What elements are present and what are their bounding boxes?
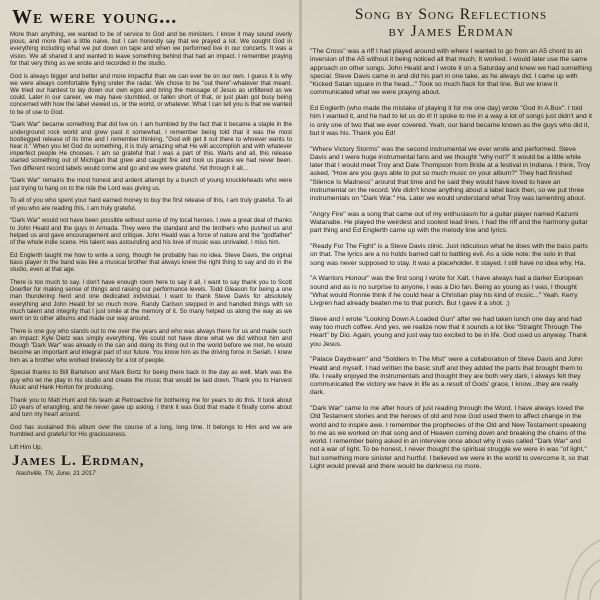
reflection-paragraph: "A Warriors Honour" was the first song I wrote for Xalt. I have always had a darker European sound and as is no surprise to anyone, I was a Dio fan. Being as young as I was, I thought "What would Ronnie think if he could hear a Christian play his kind of music..." Yeah. Kerry Livgren had already beaten me to that punch. But I gave it a shot. ;) bbox=[310, 275, 583, 307]
left-paragraph: Thank you to Matt Hunt and his team at Retroactive for bothering me for years to do this. It took about 10 years of wrangling, and he never gave up asking. I think it was God that made it finally come about and turn my heart around. bbox=[10, 396, 292, 419]
left-paragraph: More than anything, we wanted to be of service to God and be ministers. I know it may sound overly pious, and more than a little naive, but I can honestly say that we prayed a lot. We sought God in everything including what we put down on tape and when we performed live in our concerts. It was a vision. We all shared it and wanted to leave something behind that had an impact. I remember praying for that very thing as we wrote and recorded in the studio. bbox=[10, 31, 292, 67]
page-fold-divider bbox=[299, 0, 302, 600]
corner-flourish-icon bbox=[530, 530, 600, 600]
left-title: We were young... bbox=[12, 6, 178, 28]
right-title-line2: by James Erdman bbox=[388, 23, 514, 40]
left-paragraph: Ed Englerth taught me how to write a song, though he probably has no idea. Steve Davis, the original bass player in the band was like a musical brother that always knew the right thing to say and do in the studio, even at that age. bbox=[10, 251, 292, 274]
left-column bbox=[10, 4, 292, 596]
left-paragraph: "Dark War" remains the most honest and ardent attempt by a bunch of young knuckleheads who were just trying to hang on to the ride the Lord was giving us. bbox=[10, 177, 292, 192]
signature-place-date: Nashville, TN, June, 21 2017 bbox=[16, 469, 96, 477]
left-body bbox=[10, 31, 292, 438]
right-column bbox=[310, 4, 592, 596]
right-title-line1: Song by Song Reflections bbox=[354, 6, 548, 23]
reflection-paragraph: "The Cross" was a riff I had played around with where I wanted to go from an A5 chord to an inversion of the A5 without it being noticed all that much. It worked. I would later use the same approach on other songs. John Heald and I wrote it on a Saturday and knew we had something special. Steve Davis came in and did his part in one take, as he always did. I came up with "Kicked Satan square in the head..." Took so much flack for that line. But we knew it communicated what we were praying about. bbox=[310, 48, 592, 97]
left-paragraph: "Dark War" became something that did live on. I am humbled by the fact that it became a staple in the underground rock world and grew past it somewhat. I remember being told that it was the most bootlegged release of its time and I remember thinking, "God will get it out there to whoever wants to hear it." When you let God do something, it is truly amazing what He will accomplish and with whatever imperfect people He chooses. I am so grateful that I was a part of this. Warts and all, this release started something out of Michigan that grew and caught fire and took us places we had never been. Two different record labels would come and go and we were grateful. Yet through it all... bbox=[10, 121, 292, 172]
signoff: Lift Him Up, bbox=[10, 443, 43, 451]
reflection-paragraph: "Where Victory Storms" was the second instrumental we ever wrote and performed. Steve Davis and I were huge instrumental fans and we thought "why not?" It would be a little while later that I would meet Troy and Dale Thompson from Bride at a festival in Indiana. I think, Troy asked, "How are you guys able to put so much music on your album?" They had finished "Silence Is Madness" around that time and he said they would have loved to have an instrumental on the record. We didn't know anything about a label back then, so we put three instrumentals on "Dark War." Ha. Later we would understand what Troy was lamenting about. bbox=[310, 145, 591, 202]
signature: James L. Erdman, bbox=[12, 452, 145, 469]
right-body bbox=[310, 48, 592, 471]
reflection-paragraph: "Ready For The Fight" is a Steve Davis clinic. Just ridiculous what he does with the bass parts on that. The lyrics are a no holds barred call to battling evil. As a side note: the solo in that song was never supposed to stay. It was a placeholder. It stayed. I still have no idea why. Ha. bbox=[310, 243, 588, 267]
left-paragraph: To all of you who spent your hard earned money to buy the first release of this, I am truly grateful. To all of you who are reading this, I am truly grateful. bbox=[10, 197, 292, 212]
reflection-paragraph: "Dark War" came to me after hours of just reading through the Word. I have always loved the Old Testament stories and the heroes of old and how God used them to affect change in the world and to inspire awe. I remember the prophecies of the Old and New Testament speaking to me as we worked on that song and of Heaven coming down and breaking the chains of the world. I remember being asked in an interview once about why it was called "Dark War" and not a war of light. To be honest, I never thought the spiritual struggle we were in was "of light," but something more sinister and hurtful. I believed we were in the world to overcome it, so that Light would prevail and there would be darkness no more. bbox=[310, 405, 589, 470]
right-title bbox=[310, 6, 592, 40]
left-paragraph: God is always bigger and better and more impactful than we can ever be on our own. I guess it is why we were always comfortable flying under the radar. We chose to be "out there"-whatever that meant. We tried our hardest to lay down our own egos and bring the message of Jesus as unfiltered as we could. Later in our career, we may have stumbled, or fallen short of that, or just plain got busy being concerned with how the label viewed us, or the world, or whatever. What I can tell you is that we wanted to be of use to God. bbox=[10, 72, 292, 116]
reflection-paragraph: Steve and I wrote "Looking Down A Loaded Gun" after we had taken lunch one day and had way too much coffee. And yes, we realize now that it sounds a lot like "Straight Through The Heart" by Dio. Again, young and just way too excited to be in life. God used us anyway. Thank you Jesus. bbox=[310, 315, 588, 348]
left-paragraph: Special thanks to Bill Bartelson and Mark Bortz for being there back in the day as well. Mark was the guy who let me play in his studio and create the music that would be laid down. Thank you to Harvest Music and Hank Horton for producing. bbox=[10, 369, 292, 391]
reflection-paragraph: "Angry Fire" was a song that came out of my enthusiasm for a guitar player named Kazumi Watanabe. He played the weirdest and coolest lead lines. I had the riff and the harmony guitar part thing and Ed Englerth came up with the melody line and lyrics. bbox=[310, 210, 588, 235]
left-paragraph: God has sustained this album over the course of a long, long time. It belongs to Him and we are humbled and grateful for His graciousness. bbox=[10, 423, 292, 439]
left-paragraph: There is one guy who stands out to me over the years and who was always there for us and made such an impact: Kyle Dietz was simply everything. We could not have done what we did without him and though "Dark War" was already in the can and doing its thing out in the world before we met, he would become an important and integral part of our future. You know him as the driving force in Seriah. I knew him as a brother who worked tirelessly for a lot of people. bbox=[10, 327, 292, 364]
reflection-paragraph: Ed Englerth (who made the mistake of playing it for me one day) wrote "God In A Box". I told him I wanted it, and he had to let us do it! It spoke to me in a way a lot of songs just didn't and it is only one of two that we ever covered. Yeah, our band became known as the guys who did it, but it was his. Thank you Ed! bbox=[310, 105, 592, 137]
reflection-paragraph: "Palace Daydream" and "Soldiers In The Mist" were a collaboration of Steve Davis and John Heald and myself. I had written the basic stuff and they added the parts that brought them to life. I really enjoyed the instrumentals and thought they are both very dark, I always felt they communicated the victory we have in life as a result of Gods' grace, I know...they are really dark. bbox=[310, 356, 583, 397]
left-paragraph: There is too much to say. I don't have enough room here to say it all. I want to say thank you to Scott Doerfler for making sense of things and raising our performance levels. Todd Gleason for being a one man thundering herd and one dedicated individual. I want to thank Steve Davis for absolutely everything and John Heald for so much more. Randy Carlson stepped in and handled things with so much talent and integrity that I just smile at the memory of it. So many helped us along the way as we went on to other albums and made our way around. bbox=[10, 279, 292, 323]
left-paragraph: "Dark War" would not have been possible without some of my local heroes. I owe a great deal of thanks to John Heald and the guys in Armada. They were the standard and the brothers who pushed us and helped us and gave encouragement and critique. John Heald was a force of nature and the "godfather" of the whole indie scene. His talent was astounding and his love of music was unrivaled. I miss him. bbox=[10, 217, 292, 247]
